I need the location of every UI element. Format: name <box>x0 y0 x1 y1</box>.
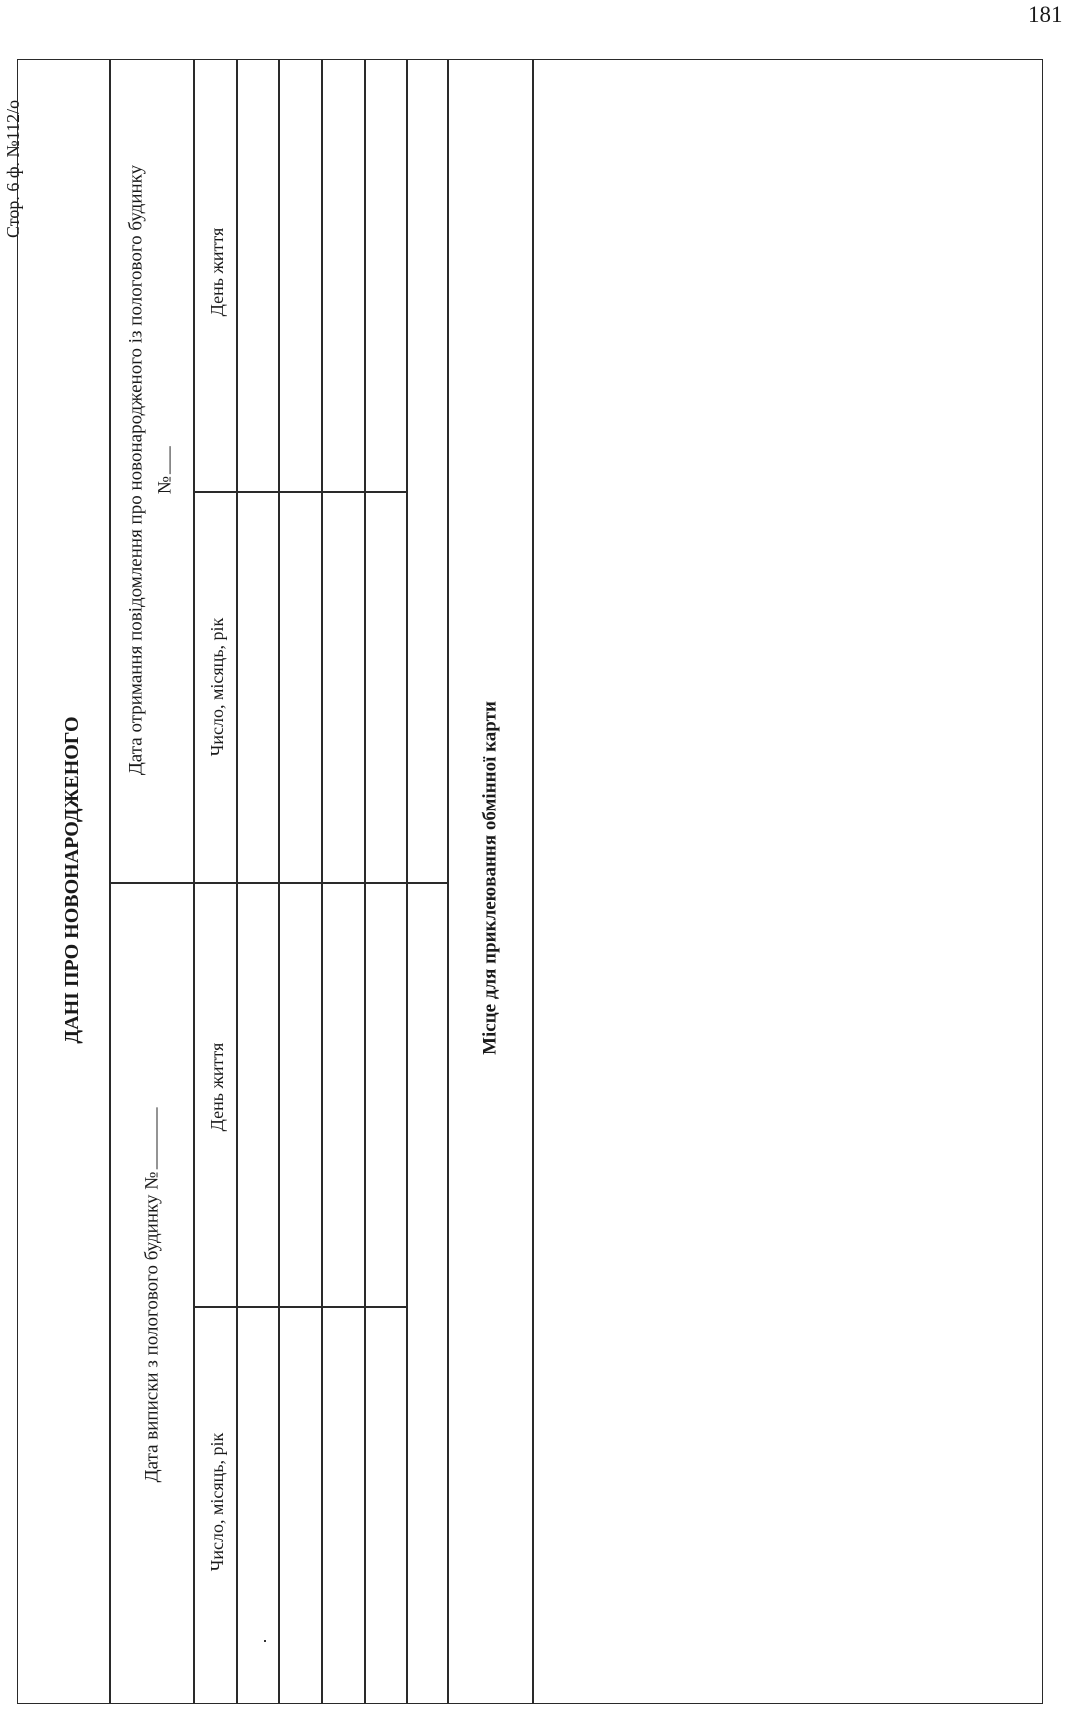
notification-number-blank <box>170 446 171 474</box>
discharge-header <box>143 1108 162 1483</box>
form-reference: Стор. 6 ф. №112/о <box>3 99 23 238</box>
notification-number-label: № <box>155 475 176 495</box>
discharge-number-blank <box>157 1108 158 1170</box>
scan-speck <box>264 1640 266 1642</box>
notification-col-day: День життя <box>207 227 227 317</box>
rule-card-band <box>532 59 534 1704</box>
discharge-col-day: День життя <box>207 1042 227 1132</box>
discharge-header-label: Дата виписки з пологового будинку № <box>141 1171 163 1483</box>
page-number: 181 <box>1028 2 1063 27</box>
notification-col-date: Число, місяць, рік <box>207 617 227 757</box>
rule-section-split <box>109 882 447 884</box>
notification-header-line1: Дата отримання повідомлення про новонародженого із пологового будинку <box>125 164 147 776</box>
discharge-col-date: Число, місяць, рік <box>207 1432 227 1572</box>
rule-notification-split <box>193 491 406 493</box>
notification-header-line2 <box>151 165 180 775</box>
exchange-card-label: Місце для приклеювання обмінної карти <box>479 701 501 1055</box>
page-title: ДАНІ ПРО НОВОНАРОДЖЕНОГО <box>61 716 83 1044</box>
notification-header <box>122 165 181 775</box>
rule-row-6 <box>447 59 449 1704</box>
rule-discharge-split <box>193 1306 406 1308</box>
